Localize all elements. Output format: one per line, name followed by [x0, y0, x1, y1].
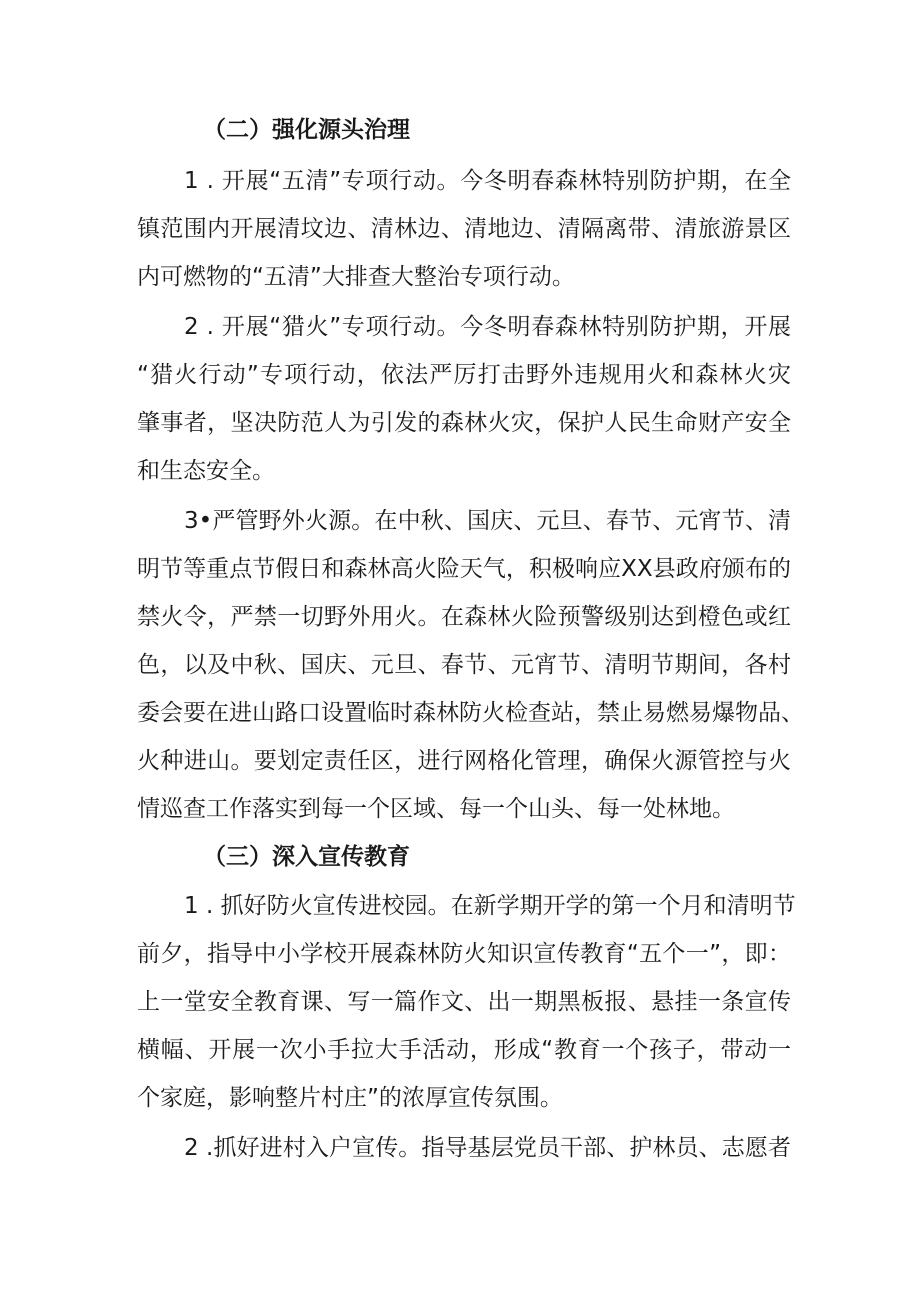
section-heading-3: （三）深入宣传教育: [203, 844, 410, 870]
paragraph-line: 上一堂安全教育课、写一篇作文、出一期黑板报、悬挂一条宣传: [137, 989, 791, 1015]
paragraph-line: 肇事者，坚决防范人为引发的森林火灾，保护人民生命财产安全: [137, 410, 791, 436]
paragraph-line: “猎火行动”专项行动，依法严厉打击野外违规用火和森林火灾: [137, 362, 791, 388]
paragraph-line: 内可燃物的“五清”大排查大整治专项行动。: [137, 264, 575, 290]
paragraph-line: 2 . 开展“猎火”专项行动。今冬明春森林特别防护期，开展: [184, 314, 791, 340]
paragraph-line: 和生态安全。: [137, 458, 275, 484]
paragraph-line: 前夕，指导中小学校开展森林防火知识宣传教育“五个一”，即：: [137, 941, 791, 967]
paragraph-line: 情巡查工作落实到每一个区域、每一个山头、每一处林地。: [137, 796, 735, 822]
paragraph-line: 镇范围内开展清坟边、清林边、清地边、清隔离带、清旅游景区: [137, 216, 791, 242]
section-heading-2: （二）强化源头治理: [203, 117, 410, 143]
paragraph-line: 明节等重点节假日和森林高火险天气，积极响应XX县政府颁布的: [137, 556, 791, 582]
paragraph-line: 1 . 开展“五清”专项行动。今冬明春森林特别防护期，在全: [184, 168, 791, 194]
paragraph-line: 1 . 抓好防火宣传进校园。在新学期开学的第一个月和清明节: [184, 893, 796, 919]
paragraph-line: 横幅、开展一次小手拉大手活动，形成“教育一个孩子，带动一: [137, 1037, 791, 1063]
paragraph-line: 火种进山。要划定责任区，进行网格化管理，确保火源管控与火: [137, 748, 791, 774]
paragraph-line: 禁火令，严禁一切野外用火。在森林火险预警级别达到橙色或红: [137, 604, 791, 630]
paragraph-line: 3•严管野外火源。在中秋、国庆、元旦、春节、元宵节、清: [184, 508, 791, 534]
paragraph-line: 色，以及中秋、国庆、元旦、春节、元宵节、清明节期间，各村: [137, 652, 791, 678]
paragraph-line: 2 .抓好进村入户宣传。指导基层党员干部、护林员、志愿者: [184, 1135, 791, 1161]
paragraph-line: 个家庭，影响整片村庄”的浓厚宣传氛围。: [137, 1085, 563, 1111]
paragraph-line: 委会要在进山路口设置临时森林防火检查站，禁止易燃易爆物品、: [137, 700, 804, 726]
